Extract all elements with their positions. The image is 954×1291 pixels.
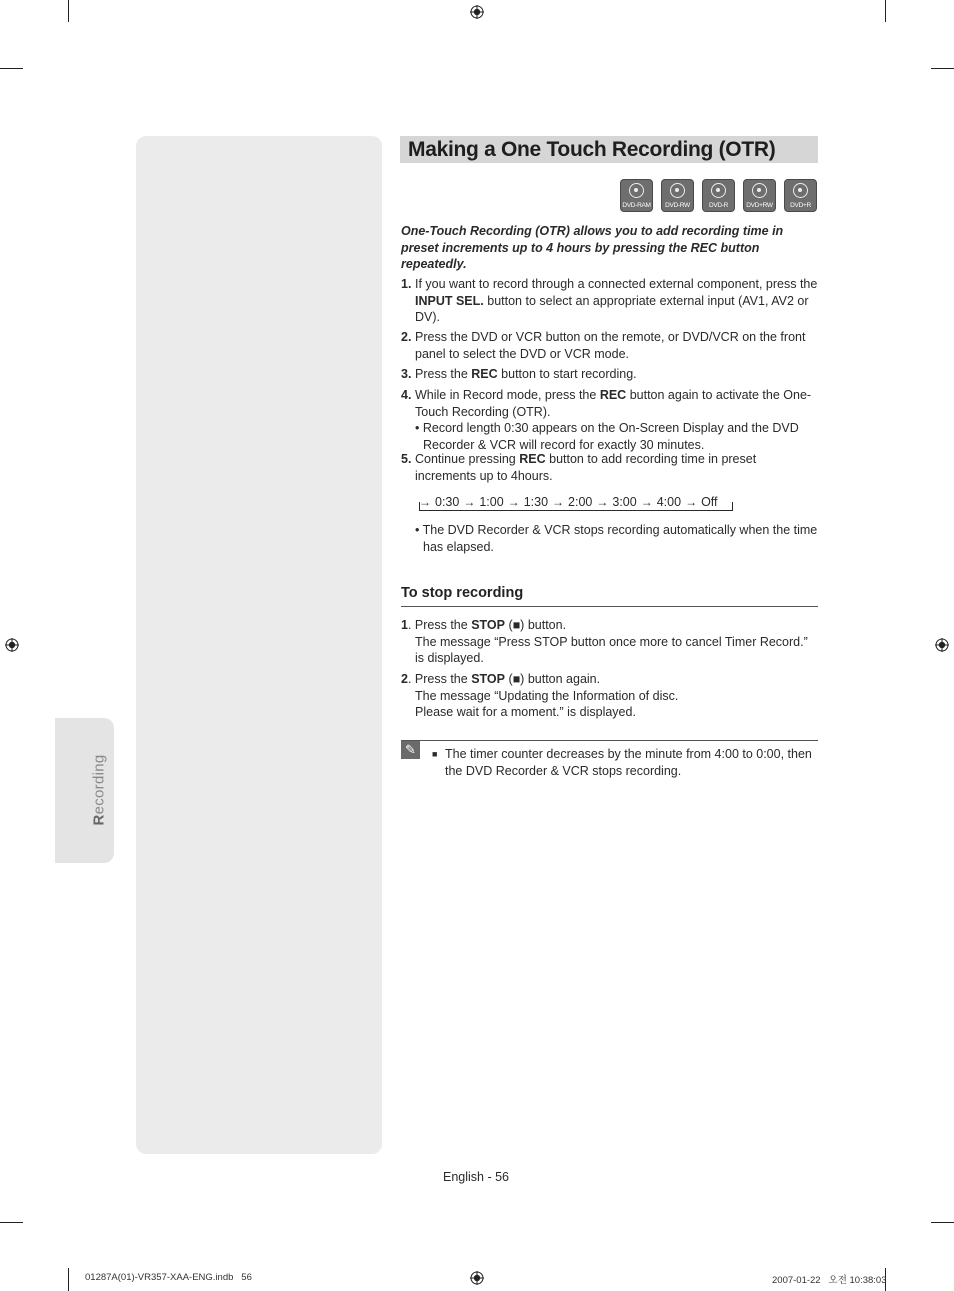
arrow-right-icon: → [640,495,653,509]
crop-mark [68,1268,69,1291]
square-bullet-icon: ■ [432,749,438,759]
dvd-ram-disc-icon: DVD-RAM [620,179,653,212]
note-divider [401,740,818,741]
sequence-value: Off [701,495,718,509]
disc-compatibility-row [620,179,817,212]
crop-mark [68,0,69,22]
step-1: 1. If you want to record through a connected external component, press the INPUT SEL. button to select an appropriate external input (AV1, AV2 or DV). [401,277,818,324]
sequence-loop-line [732,502,733,511]
recording-time-sequence [419,494,718,510]
sequence-loop-line [419,510,733,511]
crop-mark [0,1222,23,1223]
sequence-value: 3:00 [612,495,637,509]
pencil-note-icon: ✎ [401,741,420,759]
section-heading: To stop recording [401,585,818,607]
arrow-right-icon: → [596,495,609,509]
step-2: 2. Press the DVD or VCR button on the remote, or DVD/VCR on the front panel to select the DVD or VCR mode. [401,330,806,361]
crop-mark [931,68,954,69]
crop-mark [0,68,23,69]
print-slug-left: 01287A(01)-VR357-XAA-ENG.indb 56 [85,1272,252,1283]
arrow-right-icon: → [552,495,565,509]
page-title: Making a One Touch Recording (OTR) [408,138,776,161]
chapter-tab-label: Recording [90,754,108,826]
step-3: 3. Press the REC button to start recording. [401,367,637,381]
page-number: English - 56 [442,1170,509,1184]
left-margin-panel [136,136,382,1154]
sequence-value: 1:00 [479,495,504,509]
dvd-r-disc-icon: DVD-R [702,179,735,212]
arrow-right-icon: → [507,495,520,509]
stop-step-1: 1. Press the STOP (■) button. The message “Press STOP button once more to cancel Timer Record.” is displayed. [401,618,808,665]
sequence-value: 1:30 [523,495,549,509]
crop-mark [931,1222,954,1223]
registration-mark-icon [935,638,949,652]
step-5: 5. Continue pressing REC button to add recording time in preset increments up to 4hours. [401,452,757,483]
print-slug-right: 2007-01-22 오전 10:38:03 [772,1275,887,1286]
step-4: 4. While in Record mode, press the REC button again to activate the One-Touch Recording (OTR). • Record length 0:30 appears on the On-Screen Display and the DVD Recorder & VCR will record for exactly 30 minutes. [401,388,812,452]
registration-mark-icon [470,1271,484,1285]
dvd-plus-rw-disc-icon: DVD+RW [743,179,776,212]
sequence-value: 0:30 [435,495,460,509]
sequence-value: 2:00 [568,495,593,509]
sequence-value: 4:00 [656,495,682,509]
stop-step-2: 2. Press the STOP (■) button again. The message “Updating the Information of disc. Please wait for a moment.” is displayed. [401,672,679,719]
dvd-rw-disc-icon: DVD-RW [661,179,694,212]
registration-mark-icon [470,5,484,19]
arrow-right-icon: → [463,495,476,509]
crop-mark [885,0,886,22]
auto-stop-note: • The DVD Recorder & VCR stops recording automatically when the time has elapsed. [415,523,818,554]
registration-mark-icon [5,638,19,652]
arrow-right-icon: → [419,495,431,509]
dvd-plus-r-disc-icon: DVD+R [784,179,817,212]
arrow-right-icon: → [685,495,698,509]
intro-paragraph: One-Touch Recording (OTR) allows you to add recording time in preset increments up to 4 hours by pressing the REC button repeatedly. [401,224,784,271]
note-text: ■ The timer counter decreases by the minute from 4:00 to 0:00, then the DVD Recorder & VCR stops recording. [432,747,812,778]
